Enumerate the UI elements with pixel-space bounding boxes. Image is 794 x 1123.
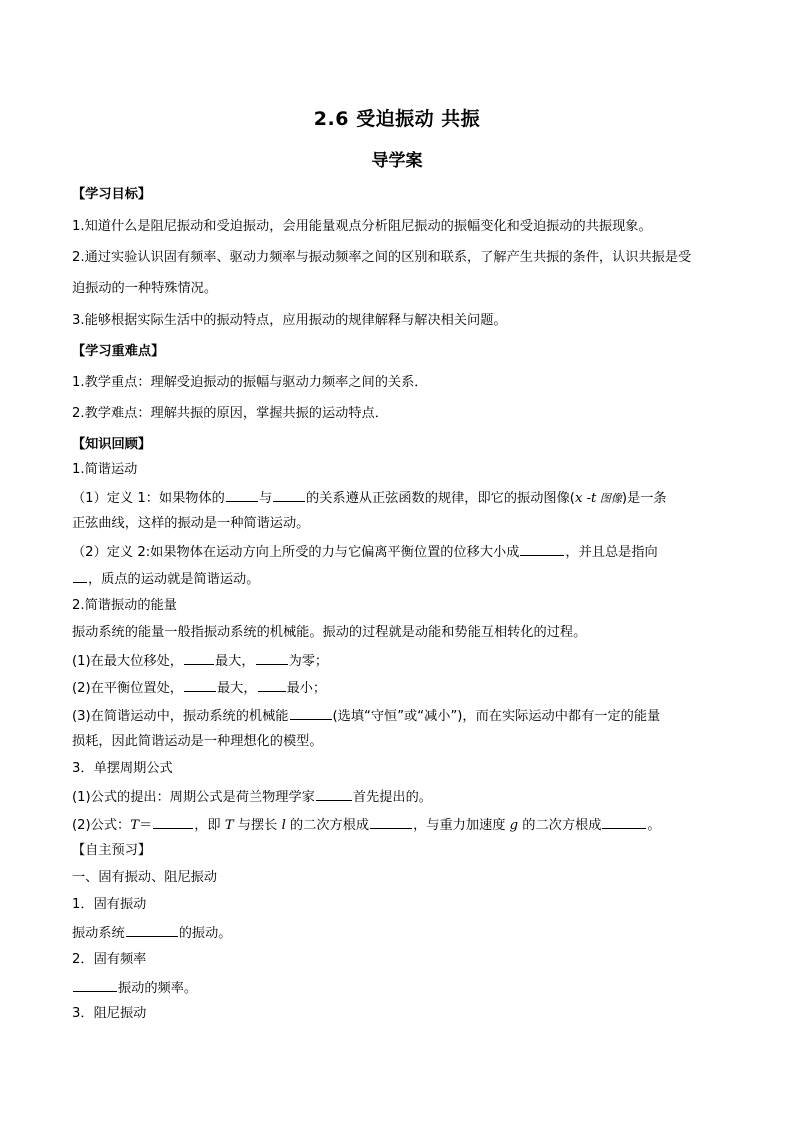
review-1-definition-1-line1: （1）定义 1：如果物体的 与 的关系遵从正弦函数的规律，即它的振动图像(x -t 图像)是一条 bbox=[72, 488, 732, 508]
fill-blank[interactable] bbox=[602, 815, 646, 829]
preview-3-heading: 3．阻尼振动 bbox=[72, 1006, 147, 1021]
review-2-heading: 2.简谐振动的能量 bbox=[72, 598, 177, 613]
key-point-2: 2.教学难点：理解共振的原因，掌握共振的运动特点． bbox=[72, 406, 388, 421]
fill-blank[interactable] bbox=[153, 815, 193, 829]
review-2-item-3-line2: 损耗，因此简谐运动是一种理想化的模型。 bbox=[72, 734, 323, 749]
section-heading-goals: 【学习目标】 bbox=[72, 187, 152, 202]
review-3-item-1: (1)公式的提出：周期公式是荷兰物理学家 首先提出的。 bbox=[72, 787, 732, 807]
review-1-definition-2-line1: （2）定义 2:如果物体在运动方向上所受的力与它偏离平衡位置的位移大小成 ，并且总是指向 bbox=[72, 542, 732, 562]
preview-1-text: 振动系统 的振动。 bbox=[72, 923, 732, 943]
fill-blank[interactable] bbox=[73, 978, 117, 992]
review-1-definition-2-line2: ，质点的运动就是简谐运动。 bbox=[72, 569, 732, 589]
fill-blank[interactable] bbox=[290, 706, 332, 720]
review-2-item-2: (2)在平衡位置处， 最大， 最小； bbox=[72, 678, 732, 698]
preview-2-text: 振动的频率。 bbox=[72, 978, 732, 998]
review-2-item-1: (1)在最大位移处， 最大， 为零； bbox=[72, 651, 732, 671]
fill-blank[interactable] bbox=[370, 815, 412, 829]
goal-item-3: 3.能够根据实际生活中的振动特点，应用振动的规律解释与解决相关问题。 bbox=[72, 313, 507, 328]
document-subtitle: 导学案 bbox=[371, 151, 423, 171]
preview-1-heading: 1．固有振动 bbox=[72, 897, 147, 912]
preview-part-1-heading: 一、固有振动、阻尼振动 bbox=[72, 870, 218, 885]
key-point-1: 1.教学重点：理解受迫振动的振幅与驱动力频率之间的关系． bbox=[72, 375, 428, 390]
review-3-item-2: (2)公式：T＝ ，即 T 与摆长 l 的二次方根成 ，与重力加速度 g 的二次方根成 。 bbox=[72, 815, 732, 835]
document-title: 2.6 受迫振动 共振 bbox=[313, 108, 481, 130]
preview-2-heading: 2．固有频率 bbox=[72, 952, 147, 967]
review-2-text: 振动系统的能量一般指振动系统的机械能。振动的过程就是动能和势能互相转化的过程。 bbox=[72, 625, 587, 640]
fill-blank[interactable] bbox=[520, 542, 564, 556]
section-heading-review: 【知识回顾】 bbox=[72, 437, 152, 452]
review-2-item-3-line1: (3)在简谐运动中，振动系统的机械能 (选填“守恒”或“减小”)，而在实际运动中都有一定的能量 bbox=[72, 706, 732, 726]
fill-blank[interactable] bbox=[258, 678, 286, 692]
goal-item-2-line1: 2.通过实验认识固有频率、驱动力频率与振动频率之间的区别和联系，了解产生共振的条件，认识共振是受 bbox=[72, 250, 692, 265]
review-1-heading: 1.简谐运动 bbox=[72, 462, 138, 477]
fill-blank[interactable] bbox=[126, 923, 178, 937]
fill-blank[interactable] bbox=[184, 651, 214, 665]
fill-blank[interactable] bbox=[256, 651, 288, 665]
fill-blank[interactable] bbox=[73, 569, 87, 583]
section-heading-key-points: 【学习重难点】 bbox=[72, 344, 165, 359]
goal-item-2-line2: 迫振动的一种特殊情况。 bbox=[72, 281, 218, 296]
fill-blank[interactable] bbox=[226, 488, 258, 502]
fill-blank[interactable] bbox=[316, 787, 352, 801]
review-3-heading: 3．单摆周期公式 bbox=[72, 761, 173, 776]
section-heading-preview: 【自主预习】 bbox=[72, 843, 152, 858]
fill-blank[interactable] bbox=[184, 678, 216, 692]
fill-blank[interactable] bbox=[273, 488, 305, 502]
goal-item-1: 1.知道什么是阻尼振动和受迫振动，会用能量观点分析阻尼振动的振幅变化和受迫振动的共振现象。 bbox=[72, 219, 652, 234]
review-1-definition-1-line2: 正弦曲线，这样的振动是一种简谐运动。 bbox=[72, 516, 310, 531]
